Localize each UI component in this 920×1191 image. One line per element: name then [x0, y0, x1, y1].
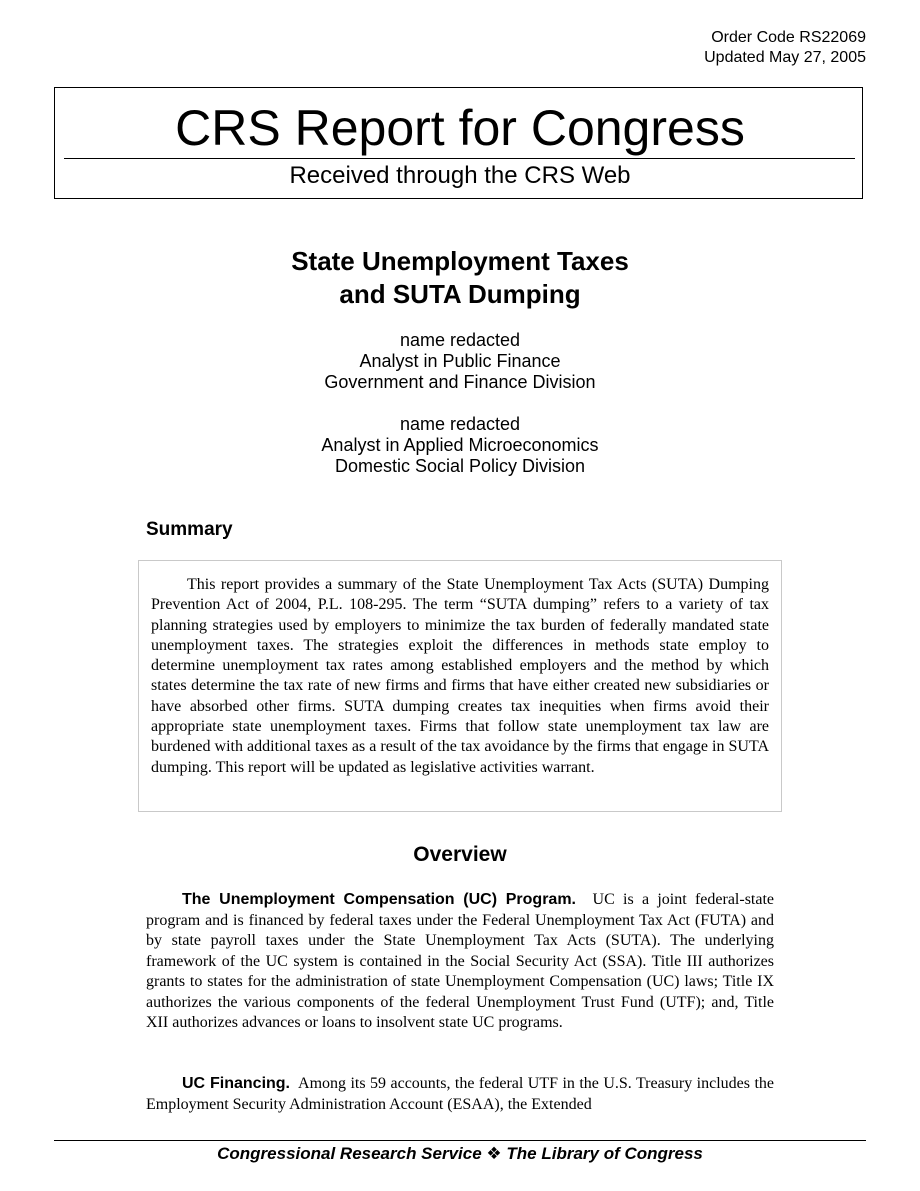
uc-financing-text: Among its 59 accounts, the federal UTF in the U.S. Treasury includes the Employment Security Administration Account (ESAA), the Extended [146, 1075, 775, 1113]
author-title: Analyst in Public Finance [359, 351, 561, 371]
overview-heading: Overview [413, 843, 507, 866]
banner-divider [64, 158, 855, 159]
uc-program-text: UC is a joint federal-state program and is financed by federal taxes under the Federal Unemployment Tax Act (FUTA) and by state payroll taxes under the State Unemployment Tax Acts (SUTA). The underlying framework of the UC system is contained in the Social Security Act (SSA). Title III authorizes grants to states for the administration of state Unemployment Compensation (UC) laws; Title IX authorizes the various components of the federal Unemployment Trust Fund (UTF); and, Title XII authorizes advances or loans to insolvent state UC programs. [146, 891, 775, 1031]
summary-box [138, 560, 782, 812]
author-division: Government and Finance Division [324, 372, 596, 392]
footer [0, 1143, 920, 1165]
footer-divider [54, 1140, 866, 1141]
order-code: Order Code RS22069 [711, 29, 866, 46]
report-title-line-2: and SUTA Dumping [339, 279, 581, 309]
author-title: Analyst in Applied Microeconomics [321, 435, 599, 455]
banner-subtitle: Received through the CRS Web [289, 162, 631, 189]
uc-financing-paragraph [146, 1074, 774, 1115]
footer-right: The Library of Congress [506, 1144, 703, 1163]
uc-program-paragraph [146, 890, 774, 1034]
order-code-block [704, 28, 866, 68]
diamond-icon: ❖ [486, 1144, 502, 1163]
uc-financing-lead: UC Financing. [182, 1075, 291, 1092]
author-block-2 [200, 414, 720, 477]
uc-program-lead: The Unemployment Compensation (UC) Program. [182, 891, 576, 908]
banner-title: CRS Report for Congress [175, 100, 745, 156]
updated-date: Updated May 27, 2005 [704, 49, 866, 66]
footer-left: Congressional Research Service [217, 1144, 482, 1163]
report-title-line-1: State Unemployment Taxes [291, 246, 629, 276]
author-name: name redacted [399, 414, 521, 434]
author-division: Domestic Social Policy Division [334, 456, 586, 476]
summary-text: This report provides a summary of the State Unemployment Tax Acts (SUTA) Dumping Prevention Act of 2004, P.L. 108-295. The term “SUTA dumping” refers to a variety of tax planning strategies used by employers to minimize the tax burden of federally mandated state unemployment taxes. The strategies exploit the differences in methods state employ to determine unemployment tax rates among established employers and the method by which states determine the tax rate of new firms and firms that have either created new subsidiaries or have absorbed other firms. SUTA dumping creates tax inequities when firms avoid their appropriate state unemployment taxes. Firms that follow state unemployment tax law are burdened with additional taxes as a result of the tax avoidance by the firms that engage in SUTA dumping. This report will be updated as legislative activities warrant. [151, 576, 769, 776]
author-name: name redacted [399, 330, 521, 350]
author-block-1 [200, 330, 720, 393]
report-title [230, 245, 690, 311]
summary-heading: Summary [146, 519, 233, 540]
